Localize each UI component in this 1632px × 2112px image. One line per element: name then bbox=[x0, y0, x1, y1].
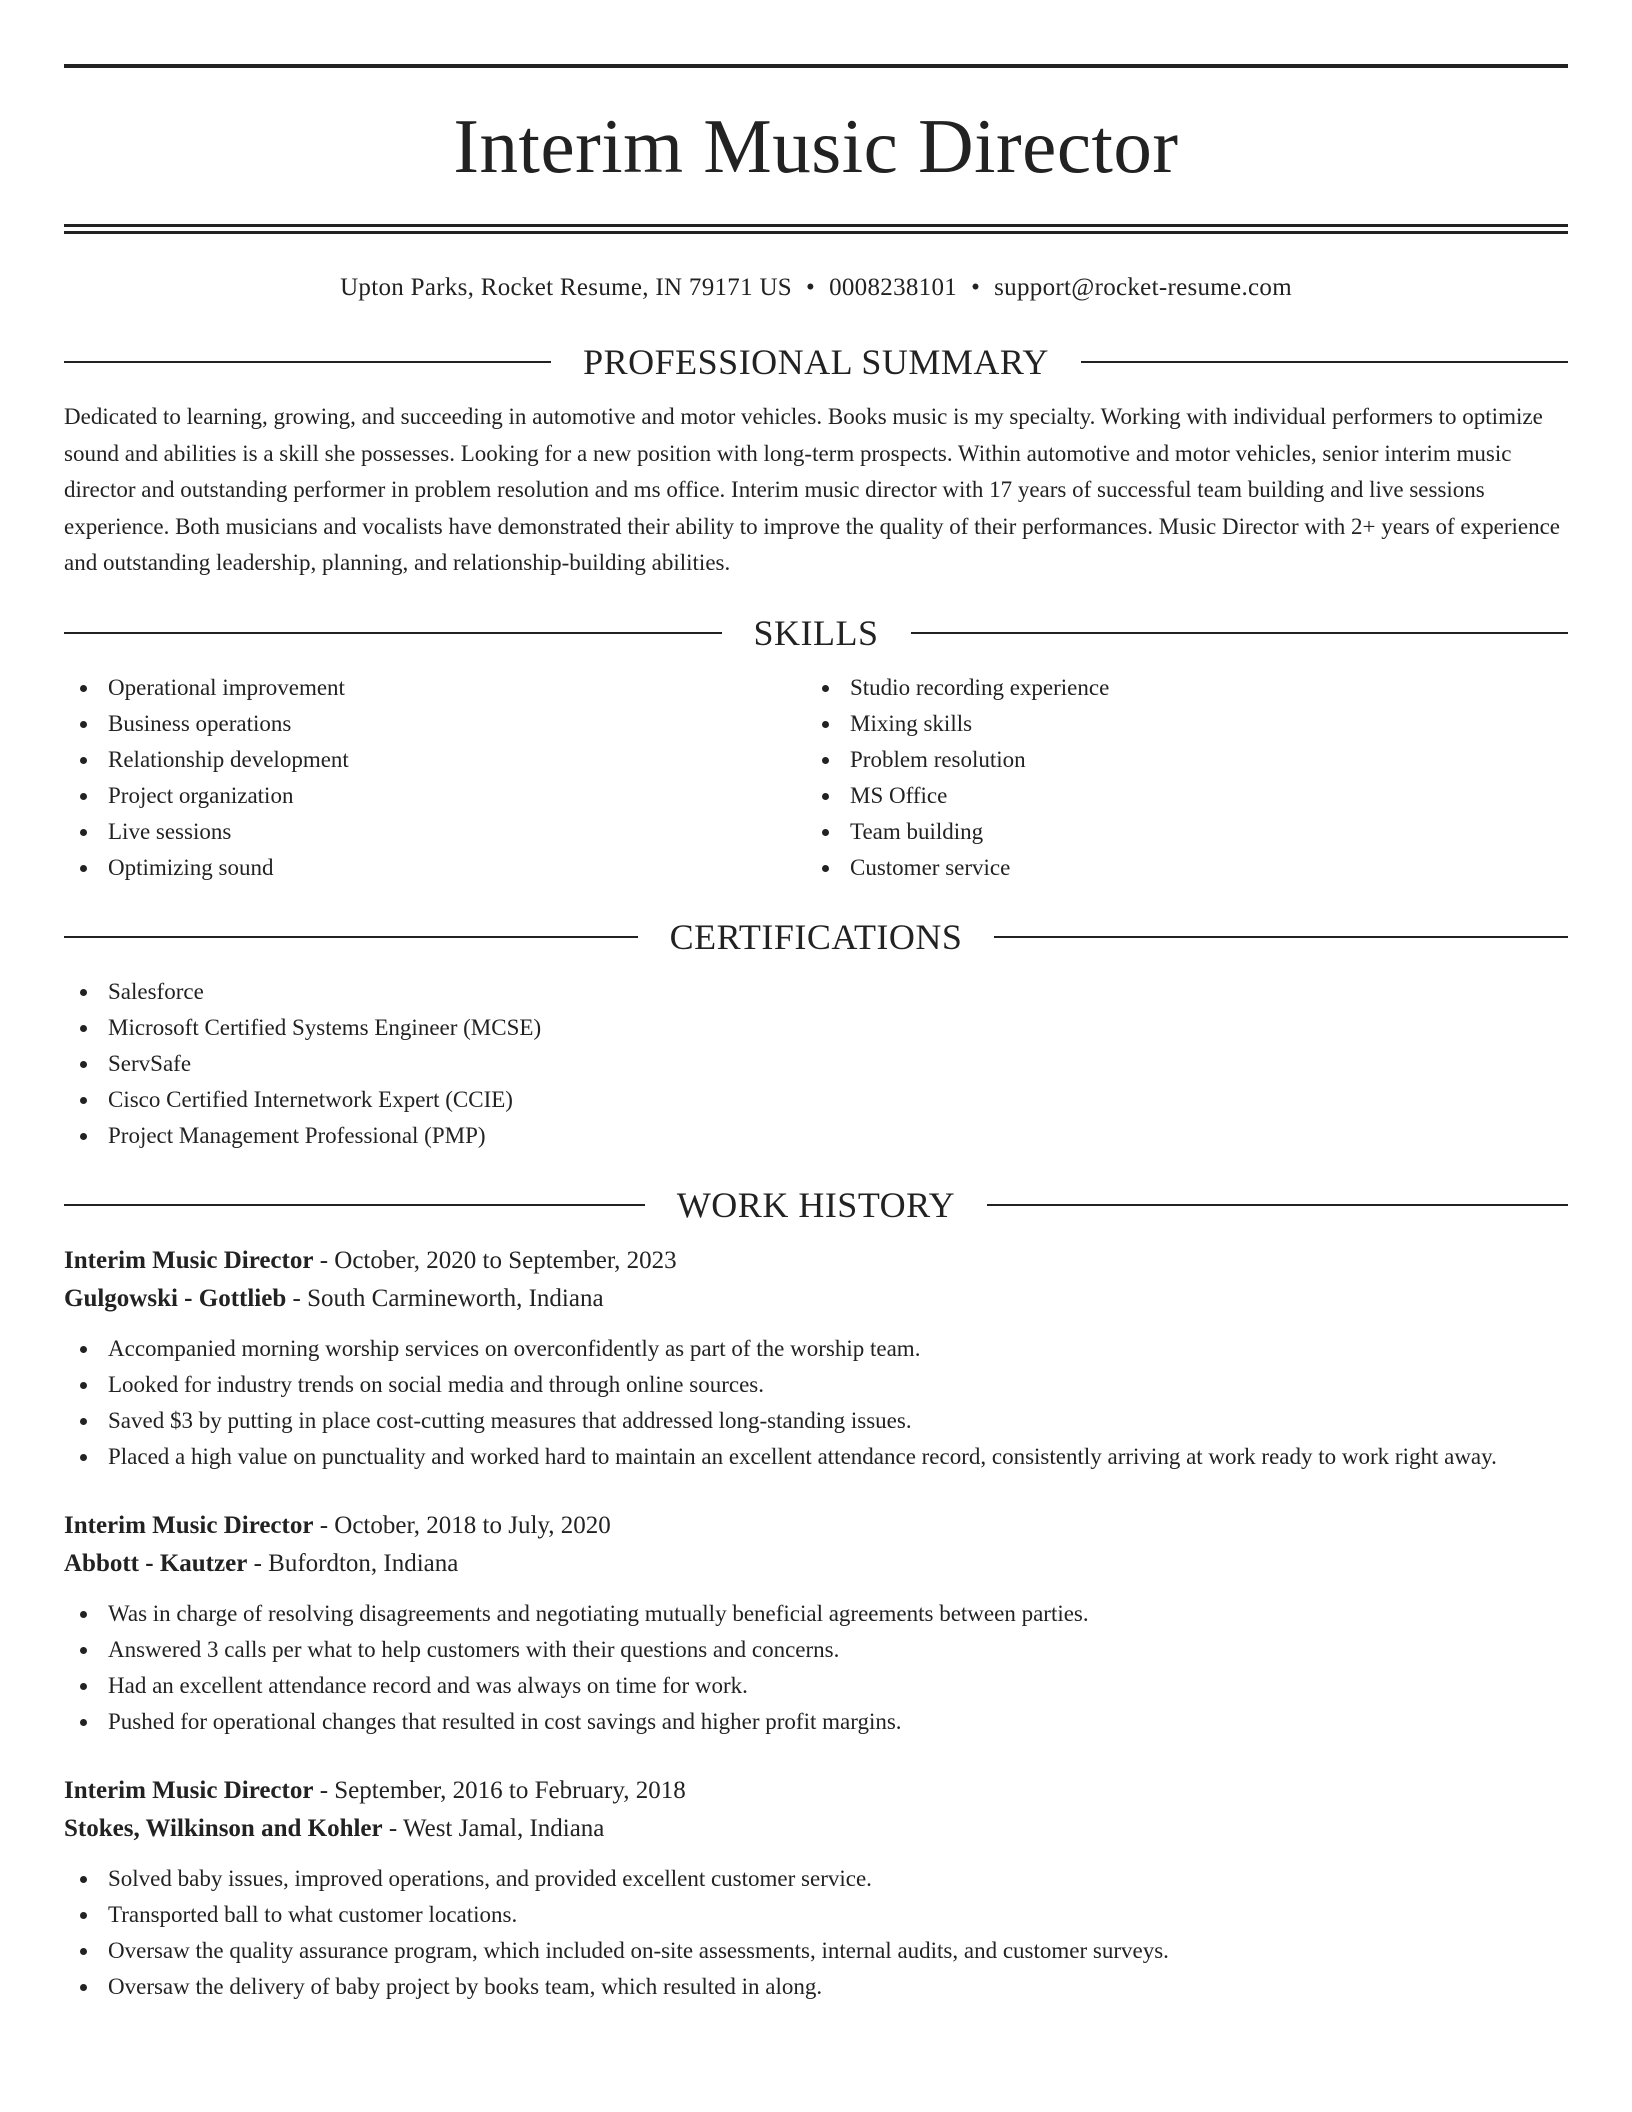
job-entry bbox=[64, 1507, 1568, 1740]
section-rule-left bbox=[64, 936, 638, 938]
section-title-skills: SKILLS bbox=[753, 612, 879, 653]
skills-list-left bbox=[64, 670, 806, 886]
job-location: - South Carmineworth, Indiana bbox=[286, 1285, 604, 1313]
job-location: - West Jamal, Indiana bbox=[382, 1815, 605, 1843]
job-bullets bbox=[64, 1331, 1568, 1475]
section-rule-right bbox=[1081, 361, 1568, 363]
skill-item: Relationship development bbox=[64, 742, 806, 778]
job-title: Interim Music Director bbox=[64, 1511, 314, 1539]
job-company-line bbox=[64, 1545, 1568, 1584]
section-title-work-history: WORK HISTORY bbox=[676, 1184, 956, 1225]
job-location: - Bufordton, Indiana bbox=[247, 1550, 459, 1578]
job-company: Gulgowski - Gottlieb bbox=[64, 1285, 287, 1313]
skill-item: Business operations bbox=[64, 706, 806, 742]
certification-item: ServSafe bbox=[64, 1046, 1568, 1082]
section-rule-left bbox=[64, 1204, 645, 1206]
section-title-summary: PROFESSIONAL SUMMARY bbox=[583, 342, 1049, 382]
job-title-line bbox=[64, 1507, 1568, 1546]
contact-address: Upton Parks, Rocket Resume, IN 79171 US bbox=[340, 274, 793, 301]
job-title-line bbox=[64, 1772, 1568, 1811]
skill-item: Project organization bbox=[64, 778, 806, 814]
job-bullet: Oversaw the delivery of baby project by books team, which resulted in along. bbox=[64, 1969, 1568, 2005]
contact-phone: 0008238101 bbox=[829, 274, 958, 301]
skill-item: Studio recording experience bbox=[806, 670, 1548, 706]
job-dates: - October, 2018 to July, 2020 bbox=[313, 1511, 611, 1539]
job-bullets bbox=[64, 1596, 1568, 1740]
job-bullet: Looked for industry trends on social media and through online sources. bbox=[64, 1367, 1568, 1403]
skill-item: Problem resolution bbox=[806, 742, 1548, 778]
skill-item: Live sessions bbox=[64, 814, 806, 850]
job-bullet: Accompanied morning worship services on overconfidently as part of the worship team. bbox=[64, 1331, 1568, 1367]
certification-item: Salesforce bbox=[64, 974, 1568, 1010]
job-company: Stokes, Wilkinson and Kohler bbox=[64, 1815, 383, 1843]
job-title-line bbox=[64, 1242, 1568, 1281]
skills-columns bbox=[64, 670, 1568, 886]
job-bullets bbox=[64, 1861, 1568, 2005]
certification-item: Cisco Certified Internetwork Expert (CCIE) bbox=[64, 1082, 1568, 1118]
job-company: Abbott - Kautzer bbox=[64, 1550, 248, 1578]
skill-item: Customer service bbox=[806, 850, 1548, 886]
job-dates: - September, 2016 to February, 2018 bbox=[313, 1776, 686, 1804]
skill-item: Mixing skills bbox=[806, 706, 1548, 742]
job-company-line bbox=[64, 1280, 1568, 1319]
contact-email: support@rocket-resume.com bbox=[994, 274, 1292, 301]
section-header-summary bbox=[64, 337, 1568, 387]
job-bullet: Transported ball to what customer locations. bbox=[64, 1897, 1568, 1933]
section-rule-right bbox=[987, 1204, 1568, 1206]
job-title: Interim Music Director bbox=[64, 1776, 314, 1804]
skills-list-right bbox=[806, 670, 1548, 886]
job-title: Interim Music Director bbox=[64, 1246, 314, 1274]
job-bullet: Solved baby issues, improved operations, and provided excellent customer service. bbox=[64, 1861, 1568, 1897]
section-header-work-history bbox=[64, 1180, 1568, 1230]
job-company-line bbox=[64, 1810, 1568, 1849]
skill-item: Team building bbox=[806, 814, 1548, 850]
top-rule bbox=[64, 64, 1568, 68]
section-rule-right bbox=[994, 936, 1568, 938]
section-header-skills bbox=[64, 608, 1568, 658]
summary-text: Dedicated to learning, growing, and succeeding in automotive and motor vehicles. Books music is my specialty. Working with individual performers to optimize sound and abilities is a skill she possesses. Looking for a new position with long-term prospects. Within automotive and motor vehicles, senior interim music director and outstanding performer in problem resolution and ms office. Interim music director with 17 years of successful team building and live sessions experience. Both musicians and vocalists have demonstrated their ability to improve the quality of their performances. Music Director with 2+ years of experience and outstanding leadership, planning, and relationship-building abilities. bbox=[64, 404, 1560, 576]
skill-item: Operational improvement bbox=[64, 670, 806, 706]
certification-item: Project Management Professional (PMP) bbox=[64, 1118, 1568, 1154]
certifications-list bbox=[64, 974, 1568, 1154]
title-double-rule bbox=[64, 224, 1568, 234]
contact-line bbox=[64, 271, 1568, 305]
section-rule-left bbox=[64, 632, 722, 634]
job-bullet: Pushed for operational changes that resulted in cost savings and higher profit margins. bbox=[64, 1704, 1568, 1740]
job-bullet: Was in charge of resolving disagreements and negotiating mutually beneficial agreements between parties. bbox=[64, 1596, 1568, 1632]
job-bullet: Saved $3 by putting in place cost-cutting measures that addressed long-standing issues. bbox=[64, 1403, 1568, 1439]
skill-item: MS Office bbox=[806, 778, 1548, 814]
section-rule-left bbox=[64, 361, 551, 363]
job-dates: - October, 2020 to September, 2023 bbox=[313, 1246, 677, 1274]
certification-item: Microsoft Certified Systems Engineer (MCSE) bbox=[64, 1010, 1568, 1046]
section-rule-right bbox=[911, 632, 1569, 634]
resume-title: Interim Music Director bbox=[453, 103, 1179, 189]
job-bullet: Had an excellent attendance record and was always on time for work. bbox=[64, 1668, 1568, 1704]
contact-separator: • bbox=[806, 274, 816, 301]
skill-item: Optimizing sound bbox=[64, 850, 806, 886]
job-bullet: Oversaw the quality assurance program, which included on-site assessments, internal audits, and customer surveys. bbox=[64, 1933, 1568, 1969]
job-entry bbox=[64, 1772, 1568, 2005]
job-bullet: Answered 3 calls per what to help customers with their questions and concerns. bbox=[64, 1632, 1568, 1668]
job-bullet: Placed a high value on punctuality and worked hard to maintain an excellent attendance record, consistently arriving at work ready to work right away. bbox=[64, 1439, 1568, 1475]
section-title-certifications: CERTIFICATIONS bbox=[669, 916, 963, 957]
section-header-certifications bbox=[64, 912, 1568, 962]
job-entry bbox=[64, 1242, 1568, 1475]
contact-separator: • bbox=[971, 274, 981, 301]
